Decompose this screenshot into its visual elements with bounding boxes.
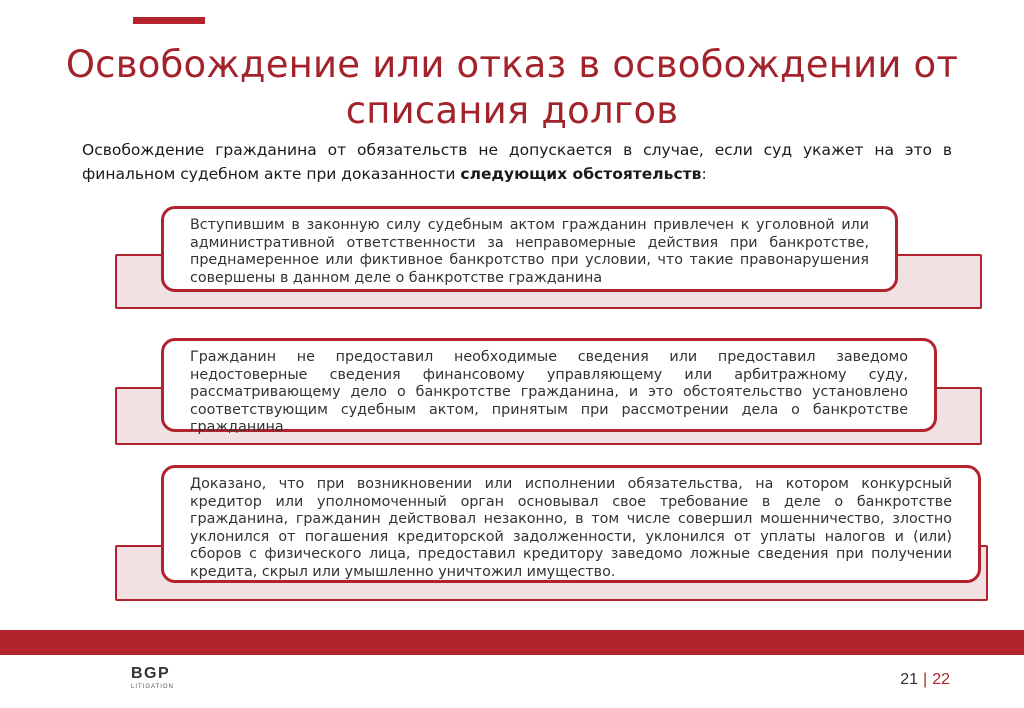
card-2-text: Гражданин не предоставил необходимые сведения или предоставил заведомо недостоверные сведения финансовому управляющему или арбитражному суду, рассматривающему дело о банкротстве гражданина, и это обстоятельство установлено соответствующим судебным актом, принятым при рассмотрении дела о банкротстве гражданина: [190, 349, 908, 435]
bgp-logo: [131, 665, 174, 691]
card-1-text: Вступившим в законную силу судебным актом гражданин привлечен к уголовной или административной ответственности за неправомерные действия при банкротстве, преднамеренное или фиктивное банкротство при условии, что такие правонарушения совершены в данном деле о банкротстве гражданина: [190, 217, 869, 286]
intro-tail: :: [701, 165, 707, 183]
page-current: 21: [900, 671, 919, 688]
card-1: [161, 206, 898, 292]
page-counter: [900, 671, 950, 689]
logo-sub: LITIGATION: [131, 684, 174, 690]
footer-strip: [0, 630, 1024, 655]
logo-main: BGP: [131, 665, 171, 682]
accent-bar: [133, 17, 205, 24]
page-title: [60, 42, 964, 134]
card-3-text: Доказано, что при возникновении или исполнении обязательства, на котором конкурсный кредитор или уполномоченный орган основывал свое требование в деле о банкротстве гражданина, гражданин действовал незаконно, в том числе совершил мошенничество, злостно уклонился от погашения кредиторской задолженности, уклонился от уплаты налогов и (или) сборов с физического лица, предоставил кредитору заведомо ложные сведения при получении кредита, скрыл или умышленно уничтожил имущество.: [190, 476, 952, 580]
intro-text: Освобождение гражданина от обязательств не допускается в случае, если суд укажет на это в финальном судебном акте при доказанности: [82, 141, 952, 183]
card-2: [161, 338, 937, 435]
intro-bold: следующих обстоятельств: [460, 165, 702, 183]
card-3: [161, 465, 981, 583]
page-separator: |: [923, 671, 928, 688]
intro-paragraph: [82, 138, 952, 186]
title-line-1: Освобождение или отказ в освобождении от: [65, 43, 959, 86]
page-total: 22: [932, 671, 950, 688]
title-line-2: списания долгов: [345, 89, 679, 132]
